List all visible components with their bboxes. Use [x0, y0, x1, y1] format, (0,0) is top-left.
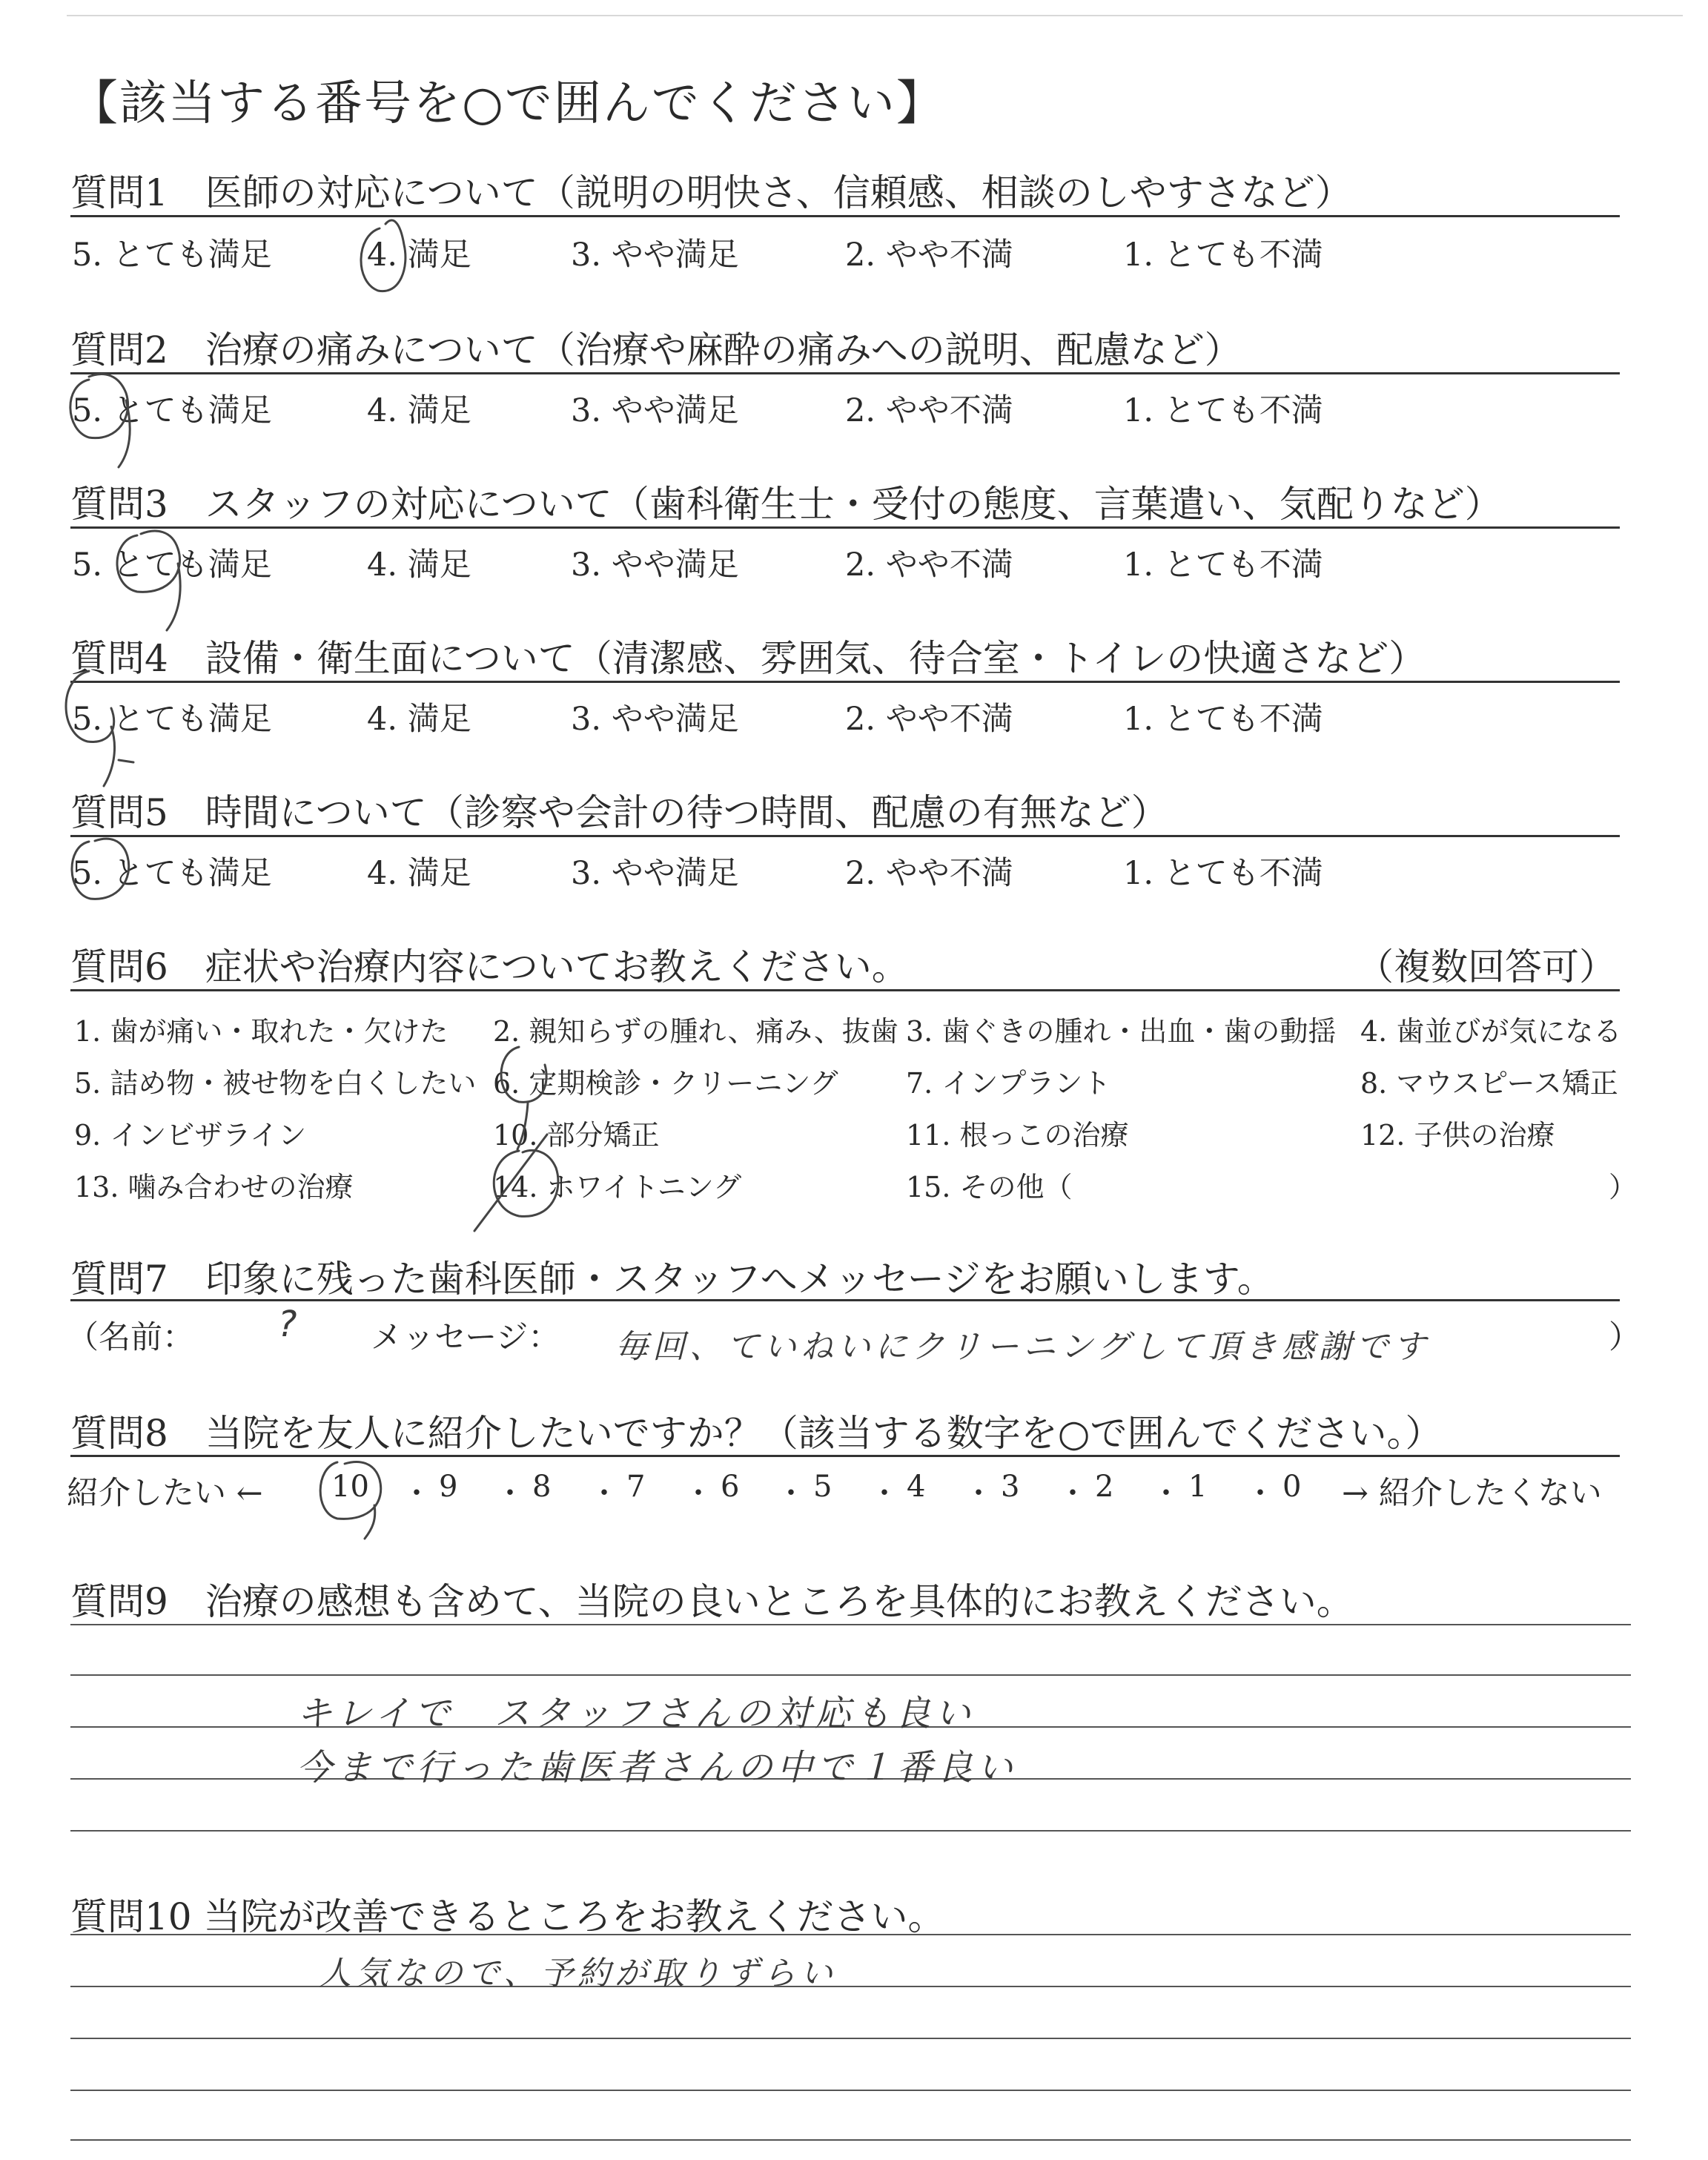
q4-option-5[interactable]: 5. とても満足: [72, 701, 272, 738]
q8-right-label: → 紹介したくない: [1342, 1475, 1602, 1512]
q1-option-1[interactable]: 1. とても不満: [1123, 237, 1323, 274]
q6-item-2[interactable]: 2. 親知らずの腫れ、痛み、抜歯: [493, 1015, 898, 1048]
q2-option-3[interactable]: 3. やや満足: [571, 392, 739, 429]
question-6-label: 質問6 症状や治療内容についてお教えください。: [70, 945, 909, 988]
question-5-label: 質問5 時間について（診察や会計の待つ時間、配慮の有無など）: [70, 791, 1168, 834]
q6-item-10[interactable]: 10. 部分矯正: [493, 1119, 660, 1152]
q9-answer-line-2[interactable]: 今まで行った歯医者さんの中で１番良い: [297, 1747, 1018, 1789]
q3-option-5[interactable]: 5. とても満足: [72, 546, 272, 584]
q5-option-3[interactable]: 3. やや満足: [571, 855, 739, 892]
q8-scale-6[interactable]: 6: [721, 1470, 740, 1504]
q10-line: [70, 1986, 1631, 1987]
q2-option-5[interactable]: 5. とても満足: [72, 392, 272, 429]
question-8-rule: [70, 1455, 1620, 1457]
q9-line: [70, 1624, 1631, 1625]
q8-dot: ・: [964, 1476, 993, 1510]
q7-name-value[interactable]: ?: [278, 1304, 302, 1345]
q5-option-2[interactable]: 2. やや不満: [845, 855, 1013, 892]
q8-scale-4[interactable]: 4: [907, 1470, 926, 1504]
q6-item-13[interactable]: 13. 噛み合わせの治療: [74, 1171, 354, 1203]
q6-item-6[interactable]: 6. 定期検診・クリーニング: [493, 1067, 838, 1100]
q8-dot: ・: [776, 1476, 806, 1510]
q5-option-5[interactable]: 5. とても満足: [72, 855, 272, 892]
q5-option-1[interactable]: 1. とても不満: [1123, 855, 1323, 892]
q4-option-2[interactable]: 2. やや不満: [845, 701, 1013, 738]
q4-option-1[interactable]: 1. とても不満: [1123, 701, 1323, 738]
q10-answer-line-1[interactable]: 人気なので、予約が取りずらい: [319, 1955, 838, 1992]
q6-item-15-close: ）: [1609, 1171, 1638, 1203]
q8-dot: ・: [1058, 1476, 1088, 1510]
question-1-rule: [70, 215, 1620, 217]
q7-name-label: （名前：: [67, 1319, 194, 1356]
top-border: [67, 15, 1683, 16]
question-4-rule: [70, 681, 1620, 683]
q8-dot: ・: [402, 1476, 431, 1510]
question-6-rule: [70, 989, 1620, 991]
q3-option-4[interactable]: 4. 満足: [367, 546, 471, 584]
q6-item-8[interactable]: 8. マウスピース矯正: [1360, 1067, 1618, 1100]
q8-scale-3[interactable]: 3: [1001, 1470, 1020, 1504]
q2-option-1[interactable]: 1. とても不満: [1123, 392, 1323, 429]
q7-message-value[interactable]: 毎回、ていねいにクリーニングして頂き感謝です: [615, 1328, 1431, 1366]
q6-item-7[interactable]: 7. インプラント: [906, 1067, 1111, 1100]
q8-scale-5[interactable]: 5: [813, 1470, 833, 1504]
q10-line: [70, 1934, 1631, 1935]
q7-close-paren: ）: [1609, 1319, 1641, 1356]
q6-item-4[interactable]: 4. 歯並びが気になる: [1360, 1015, 1622, 1048]
q10-line: [70, 2038, 1631, 2039]
q8-dot: ・: [1151, 1476, 1181, 1510]
q8-scale-0[interactable]: 0: [1282, 1470, 1302, 1504]
q8-dot: ・: [870, 1476, 899, 1510]
question-6-note: （複数回答可）: [1357, 945, 1616, 988]
q1-option-3[interactable]: 3. やや満足: [571, 237, 739, 274]
question-8-label: 質問8 当院を友人に紹介したいですか？（該当する数字を○で囲んでください。）: [70, 1412, 1443, 1455]
q8-dot: ・: [495, 1476, 525, 1510]
q4-option-4[interactable]: 4. 満足: [367, 701, 471, 738]
question-2-label: 質問2 治療の痛みについて（治療や麻酔の痛みへの説明、配慮など）: [70, 328, 1242, 371]
q7-message-label: メッセージ：: [371, 1319, 560, 1356]
q8-left-label: 紹介したい ←: [67, 1475, 263, 1512]
q5-option-4[interactable]: 4. 満足: [367, 855, 471, 892]
q4-option-3[interactable]: 3. やや満足: [571, 701, 739, 738]
question-1-label: 質問1 医師の対応について（説明の明快さ、信頼感、相談のしやすさなど）: [70, 171, 1352, 214]
question-2-rule: [70, 372, 1620, 374]
question-7-label: 質問7 印象に残った歯科医師・スタッフへメッセージをお願いします。: [70, 1258, 1274, 1301]
q8-scale-2[interactable]: 2: [1095, 1470, 1114, 1504]
q8-dot: ・: [683, 1476, 713, 1510]
q8-scale-7[interactable]: 7: [626, 1470, 646, 1504]
q8-scale-1[interactable]: 1: [1188, 1470, 1208, 1504]
q6-item-12[interactable]: 12. 子供の治療: [1360, 1119, 1555, 1152]
q8-dot: ・: [589, 1476, 619, 1510]
q6-item-5[interactable]: 5. 詰め物・被せ物を白くしたい: [74, 1067, 477, 1100]
question-9-label: 質問9 治療の感想も含めて、当院の良いところを具体的にお教えください。: [70, 1580, 1354, 1623]
q6-item-15[interactable]: 15. その他（: [906, 1171, 1073, 1203]
q2-option-4[interactable]: 4. 満足: [367, 392, 471, 429]
question-3-label: 質問3 スタッフの対応について（歯科衛生士・受付の態度、言葉遣い、気配りなど）: [70, 483, 1502, 526]
question-4-label: 質問4 設備・衛生面について（清潔感、雰囲気、待合室・トイレの快適さなど）: [70, 637, 1426, 680]
q8-dot: ・: [1245, 1476, 1275, 1510]
q6-item-1[interactable]: 1. 歯が痛い・取れた・欠けた: [74, 1015, 448, 1048]
q3-option-3[interactable]: 3. やや満足: [571, 546, 739, 584]
q6-item-3[interactable]: 3. 歯ぐきの腫れ・出血・歯の動揺: [906, 1015, 1337, 1048]
q3-option-1[interactable]: 1. とても不満: [1123, 546, 1323, 584]
q1-option-5[interactable]: 5. とても満足: [72, 237, 272, 274]
question-10-label: 質問10 当院が改善できるところをお教えください。: [70, 1895, 945, 1938]
q9-line: [70, 1830, 1631, 1832]
q6-item-9[interactable]: 9. インビザライン: [74, 1119, 307, 1152]
page-title: 【該当する番号を○で囲んでください】: [70, 76, 945, 131]
question-7-rule: [70, 1299, 1620, 1301]
q8-scale-10[interactable]: 10: [331, 1470, 369, 1504]
question-5-rule: [70, 835, 1620, 837]
q1-option-4[interactable]: 4. 満足: [367, 237, 471, 274]
q2-option-2[interactable]: 2. やや不満: [845, 392, 1013, 429]
q10-line: [70, 2090, 1631, 2091]
q8-scale-8[interactable]: 8: [532, 1470, 552, 1504]
question-3-rule: [70, 526, 1620, 529]
q10-line: [70, 2139, 1631, 2141]
q8-scale-9[interactable]: 9: [439, 1470, 458, 1504]
q9-line: [70, 1674, 1631, 1676]
q3-option-2[interactable]: 2. やや不満: [845, 546, 1013, 584]
q1-option-2[interactable]: 2. やや不満: [845, 237, 1013, 274]
q6-item-11[interactable]: 11. 根っこの治療: [906, 1119, 1129, 1152]
q9-answer-line-1[interactable]: キレイで スタッフさんの対応も良い: [297, 1693, 976, 1734]
q6-item-14[interactable]: 14. ホワイトニング: [493, 1171, 742, 1203]
